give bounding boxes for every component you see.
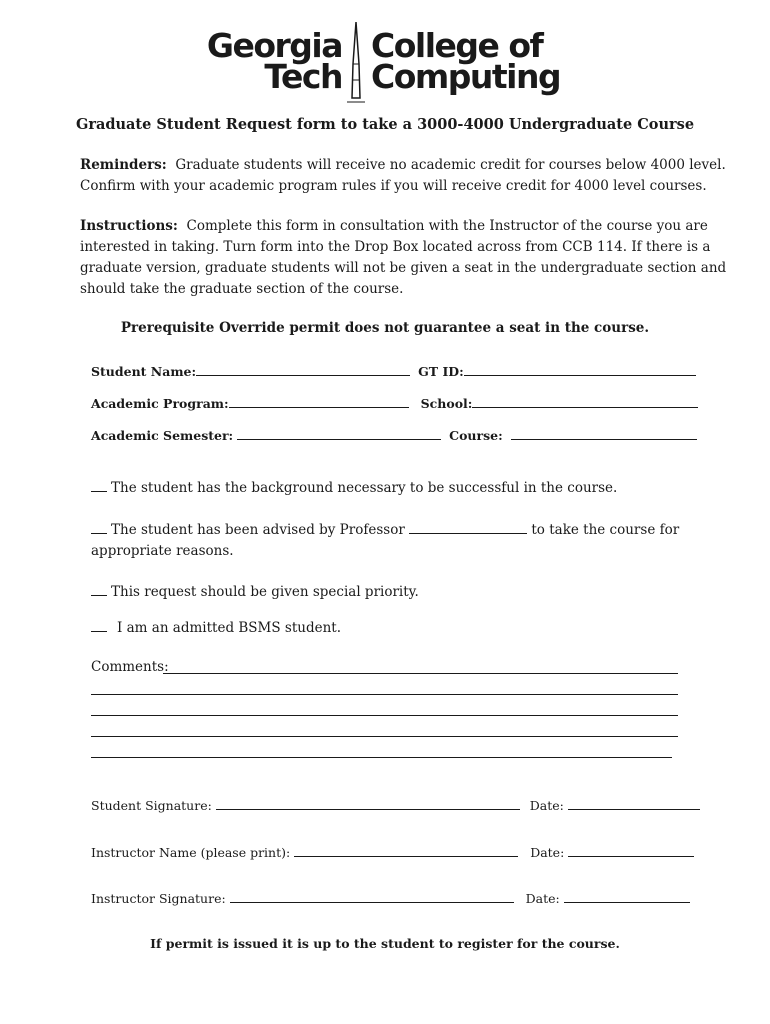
comment-line[interactable] <box>91 757 672 758</box>
instructions-line-3: graduate version, graduate students will not be given a seat in the undergraduate section and <box>80 260 727 276</box>
academic-program-label: Academic Program: <box>91 396 229 411</box>
check-priority-text: This request should be given special priority. <box>111 584 419 600</box>
check-advised-line-2: appropriate reasons. <box>91 543 234 559</box>
student-signature-row <box>91 797 700 813</box>
logo-tech-text: Tech <box>264 57 342 96</box>
comment-line[interactable] <box>91 715 678 716</box>
reminders-line-2: Confirm with your academic program rules if you will receive credit for 4000 level courses. <box>80 178 707 194</box>
tower-logo-icon <box>343 20 369 104</box>
instructor-name-date-field[interactable] <box>568 844 694 857</box>
check-priority-row <box>91 582 419 603</box>
academic-semester-row <box>91 427 697 443</box>
check-bsms-text: I am an admitted BSMS student. <box>117 620 342 636</box>
logo-georgia-tech <box>182 26 342 96</box>
logo-georgia-text: Georgia <box>206 26 342 65</box>
instructions-block <box>80 216 726 300</box>
check-bsms-row <box>91 618 341 639</box>
student-name-row <box>91 363 696 379</box>
academic-semester-field[interactable] <box>237 427 441 440</box>
gt-id-field[interactable] <box>464 363 696 376</box>
comment-line[interactable] <box>163 673 678 674</box>
check-advised-blank[interactable] <box>91 521 107 534</box>
check-bsms-blank[interactable] <box>91 619 107 632</box>
reminders-line-1 <box>80 155 726 176</box>
check-priority-blank[interactable] <box>91 583 107 596</box>
form-title: Graduate Student Request form to take a 3000-4000 Undergraduate Course <box>75 116 695 133</box>
instructor-signature-field[interactable] <box>230 890 514 903</box>
instructions-line-1 <box>80 216 726 237</box>
footer-note: If permit is issued it is up to the student to register for the course. <box>150 936 620 951</box>
instructor-name-label: Instructor Name (please print): <box>91 845 291 860</box>
check-advised-row <box>91 520 679 562</box>
logo-college-of-computing <box>371 26 591 96</box>
comments-label: Comments: <box>91 659 169 675</box>
check-advised-prefix: The student has been advised by Professor <box>111 522 405 538</box>
school-label: School: <box>420 396 473 411</box>
comment-line[interactable] <box>91 694 678 695</box>
date-label: Date: <box>529 798 564 813</box>
academic-program-row <box>91 395 698 411</box>
override-notice: Prerequisite Override permit does not guarantee a seat in the course. <box>120 320 650 336</box>
check-background-text: The student has the background necessary to be successful in the course. <box>111 480 618 496</box>
professor-name-field[interactable] <box>409 521 527 534</box>
instructor-name-row <box>91 844 694 860</box>
instructor-name-field[interactable] <box>294 844 518 857</box>
check-advised-suffix: to take the course for <box>531 522 680 538</box>
check-background-row <box>91 478 617 499</box>
date-label: Date: <box>530 845 565 860</box>
comment-line[interactable] <box>91 736 678 737</box>
logo-computing-text: Computing <box>371 57 561 96</box>
instructions-line-4: should take the graduate section of the course. <box>80 281 404 297</box>
instructor-signature-row <box>91 890 690 906</box>
logo-college-of-text: College of <box>371 26 543 65</box>
student-name-field[interactable] <box>196 363 410 376</box>
academic-semester-label: Academic Semester: <box>91 428 234 443</box>
student-name-label: Student Name: <box>91 364 197 379</box>
student-date-field[interactable] <box>568 797 700 810</box>
course-field[interactable] <box>511 427 697 440</box>
instructions-line-2: interested in taking. Turn form into the Drop Box located across from CCB 114. If there is a <box>80 239 711 255</box>
reminders-text-1: Graduate students will receive no academic credit for courses below 4000 level. <box>175 157 726 173</box>
check-background-blank[interactable] <box>91 479 107 492</box>
instructions-label: Instructions: <box>80 218 178 234</box>
reminders-label: Reminders: <box>80 157 167 173</box>
academic-program-field[interactable] <box>229 395 409 408</box>
reminders-block <box>80 155 726 197</box>
course-label: Course: <box>449 428 503 443</box>
instructor-signature-label: Instructor Signature: <box>91 891 226 906</box>
date-label: Date: <box>525 891 560 906</box>
student-signature-label: Student Signature: <box>91 798 212 813</box>
gt-id-label: GT ID: <box>418 364 464 379</box>
school-field[interactable] <box>472 395 698 408</box>
instructions-text-1: Complete this form in consultation with the Instructor of the course you are <box>186 218 708 234</box>
student-signature-field[interactable] <box>216 797 520 810</box>
instructor-signature-date-field[interactable] <box>564 890 690 903</box>
